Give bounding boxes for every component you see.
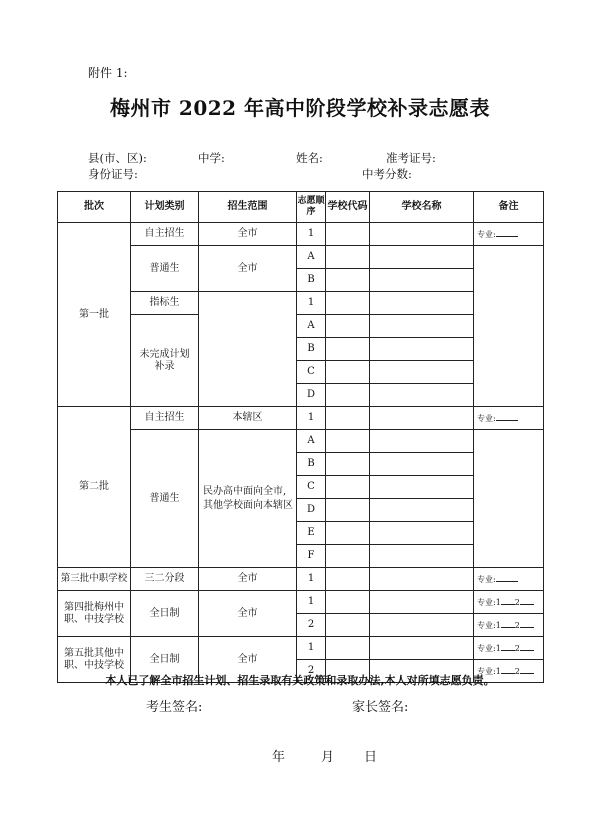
batch1-self-scope: 全市 [199,223,297,246]
exam-number-label: 准考证号: [386,151,436,165]
table-row [58,568,544,591]
order-2: 2 [297,660,326,683]
order-e: E [297,522,326,545]
batch3-order: 1 [297,568,326,591]
order-a: A [297,430,326,453]
school-code-cell[interactable] [326,430,370,453]
remark-cell [474,246,544,407]
batch2-regular: 普通生 [131,430,199,568]
major-note[interactable]: 专业: [474,568,544,591]
batch3-label: 第三批中职学校 [58,568,131,591]
date-day: 日 [364,750,378,765]
school-name-cell[interactable] [370,315,474,338]
col-school-code: 学校代码 [326,192,370,223]
school-code-cell[interactable] [326,476,370,499]
school-name-cell[interactable] [370,338,474,361]
order-a: A [297,315,326,338]
school-name-cell[interactable] [370,361,474,384]
county-label: 县(市、区): [88,151,147,165]
school-name-cell[interactable] [370,384,474,407]
major-note[interactable]: 专业:1 2 [474,660,544,683]
school-name-cell[interactable] [370,453,474,476]
school-code-cell[interactable] [326,499,370,522]
school-code-cell[interactable] [326,545,370,568]
col-plan-type: 计划类别 [131,192,199,223]
school-code-cell[interactable] [326,568,370,591]
school-code-cell[interactable] [326,453,370,476]
batch2-self-recruit: 自主招生 [131,407,199,430]
order-2: 2 [297,614,326,637]
table-row [58,315,544,338]
order-b: B [297,453,326,476]
batch3-plan: 三二分段 [131,568,199,591]
school-code-cell[interactable] [326,315,370,338]
col-school-name: 学校名称 [370,192,474,223]
table-row [58,246,544,269]
order-d: D [297,499,326,522]
order-c: C [297,476,326,499]
school-code-cell[interactable] [326,407,370,430]
school-code-cell[interactable] [326,361,370,384]
col-scope: 招生范围 [199,192,297,223]
major-note[interactable]: 专业:1 2 [474,614,544,637]
batch1-self-recruit: 自主招生 [131,223,199,246]
date-month: 月 [321,750,335,765]
batch1-regular: 普通生 [131,246,199,292]
batch5-plan: 全日制 [131,637,199,683]
form-title: 梅州市 2022 年高中阶段学校补录志愿表 [109,96,491,120]
batch4-scope: 全市 [199,591,297,637]
batch1-regular-scope: 全市 [199,246,297,292]
school-code-cell[interactable] [326,614,370,637]
remark-cell [474,430,544,568]
order-b: B [297,338,326,361]
batch5-scope: 全市 [199,637,297,683]
exam-score-label: 中考分数: [362,167,412,181]
major-note[interactable]: 专业: [474,407,544,430]
school-code-cell[interactable] [326,269,370,292]
batch2-regular-scope: 民办高中面向全市,其他学校面向本辖区 [199,430,297,568]
table-row [58,430,544,453]
school-name-cell[interactable] [370,476,474,499]
school-name-cell[interactable] [370,430,474,453]
col-batch: 批次 [58,192,131,223]
batch4-plan: 全日制 [131,591,199,637]
order-a: A [297,246,326,269]
school-code-cell[interactable] [326,223,370,246]
school-code-cell[interactable] [326,591,370,614]
batch2-label: 第二批 [58,407,131,568]
table-row [58,223,544,246]
name-label: 姓名: [296,151,323,165]
table-row [58,292,544,315]
order-f: F [297,545,326,568]
school-name-cell[interactable] [370,223,474,246]
col-remark: 备注 [474,192,544,223]
batch2-self-order: 1 [297,407,326,430]
batch1-self-order: 1 [297,223,326,246]
major-note[interactable]: 专业:1 2 [474,637,544,660]
school-name-cell[interactable] [370,568,474,591]
order-c: C [297,361,326,384]
batch5-label: 第五批其他中职、中技学校 [58,637,131,683]
table-row [58,591,544,614]
school-name-cell[interactable] [370,522,474,545]
middle-school-label: 中学: [198,151,225,165]
school-name-cell[interactable] [370,269,474,292]
school-name-cell[interactable] [370,614,474,637]
order-d: D [297,384,326,407]
major-note[interactable]: 专业: [474,223,544,246]
batch1-incomplete: 未完成计划补录 [131,315,199,407]
order-b: B [297,269,326,292]
school-name-cell[interactable] [370,499,474,522]
application-table [57,191,544,683]
student-signature-label: 考生签名: [146,700,203,715]
batch3-scope: 全市 [199,568,297,591]
table-header-row [58,192,544,223]
school-code-cell[interactable] [326,246,370,269]
table-row [58,407,544,430]
school-name-cell[interactable] [370,407,474,430]
batch1-label: 第一批 [58,223,131,407]
attachment-label: 附件 1: [88,66,128,80]
batch4-label: 第四批梅州中职、中技学校 [58,591,131,637]
school-name-cell[interactable] [370,591,474,614]
parent-signature-label: 家长签名: [352,700,409,715]
major-note[interactable]: 专业:1 2 [474,591,544,614]
school-code-cell[interactable] [326,637,370,660]
batch1-quota: 指标生 [131,292,199,315]
table-row [58,637,544,660]
school-code-cell[interactable] [326,292,370,315]
pledge-statement: 本人已了解全市招生计划、招生录取有关政策和录取办法,本人对所填志愿负责。 [105,674,495,687]
date-year: 年 [272,750,286,765]
order-1: 1 [297,637,326,660]
col-order: 志愿顺序 [297,192,326,223]
school-code-cell[interactable] [326,522,370,545]
school-name-cell[interactable] [370,246,474,269]
school-name-cell[interactable] [370,545,474,568]
school-name-cell[interactable] [370,637,474,660]
id-number-label: 身份证号: [88,167,138,181]
batch2-self-scope: 本辖区 [199,407,297,430]
school-code-cell[interactable] [326,338,370,361]
order-1: 1 [297,292,326,315]
batch1-quota-scope [199,292,297,407]
school-name-cell[interactable] [370,292,474,315]
school-code-cell[interactable] [326,384,370,407]
order-1: 1 [297,591,326,614]
